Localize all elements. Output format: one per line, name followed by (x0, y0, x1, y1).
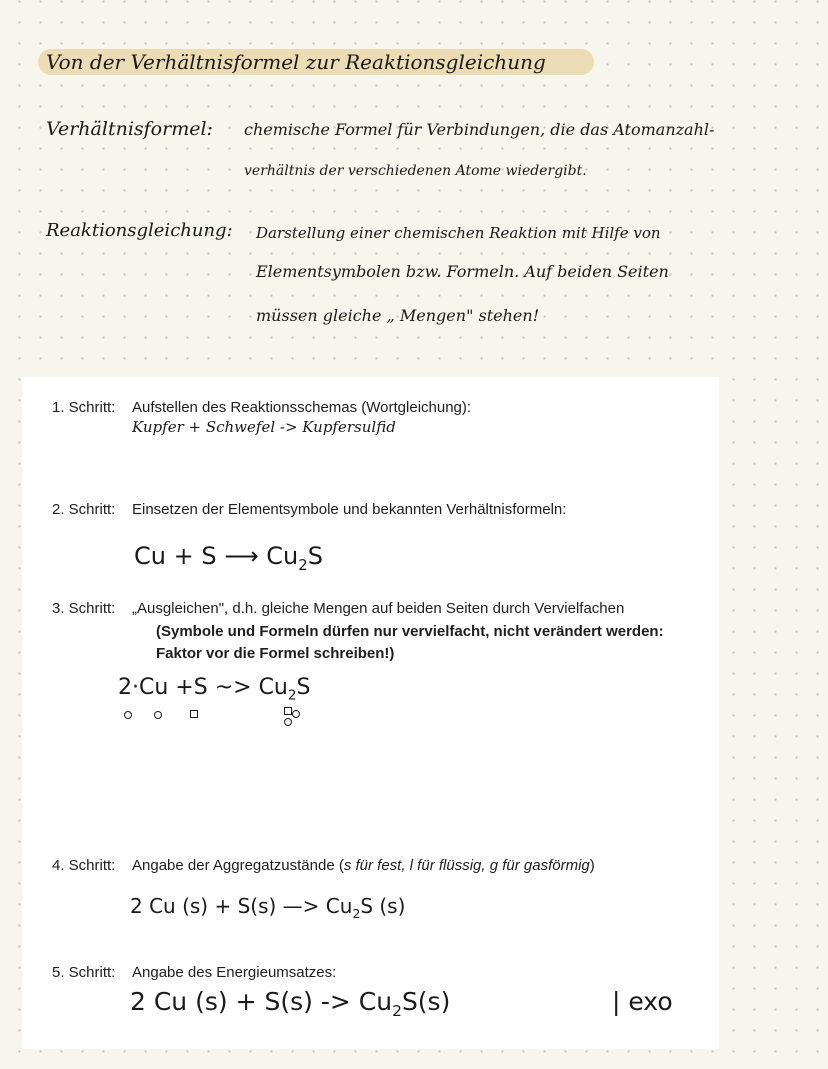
step-text-end: ) (589, 857, 595, 874)
step-5 (52, 964, 336, 981)
definition-text-line: Elementsymbolen bzw. Formeln. Auf beiden Seiten (256, 262, 669, 281)
atom-circle-mark (124, 711, 132, 719)
steps-card (22, 377, 719, 1049)
equation-arrow: ~> (214, 675, 252, 700)
step-label: 1. Schritt: (52, 399, 116, 416)
equation-left: 2 Cu (s) + S(s) (130, 894, 277, 918)
step-1 (52, 399, 471, 416)
equation-tail: S (s) (360, 894, 406, 918)
equation-arrow: -> (320, 987, 351, 1016)
equation-arrow: —> (282, 894, 320, 918)
symbol-equation (134, 542, 323, 574)
step-text-italic: s für fest, l für flüssig, g für gasförmig (343, 857, 590, 874)
energy-equation (130, 987, 450, 1020)
step-label: 4. Schritt: (52, 857, 116, 874)
equation-product: Cu (325, 894, 353, 918)
state-equation (130, 894, 405, 921)
equation-subscript: 2 (392, 1002, 402, 1020)
step-text: Angabe des Energieumsatzes: (132, 964, 337, 981)
equation-subscript: 2 (352, 906, 361, 921)
atom-circle-mark (292, 710, 300, 718)
step-text: „Ausgleichen", d.h. gleiche Mengen auf beiden Seiten durch Vervielfachen (132, 600, 625, 617)
step-label: 3. Schritt: (52, 600, 116, 617)
balanced-equation (118, 675, 311, 703)
atom-circle-mark (284, 718, 292, 726)
equation-tail: S(s) (401, 987, 451, 1016)
atom-circle-mark (154, 711, 162, 719)
equation-tail: S (307, 542, 323, 570)
step-label: 2. Schritt: (52, 501, 116, 518)
equation-product: Cu (358, 987, 393, 1016)
definition-text-line: verhältnis der verschiedenen Atome wiedergibt. (244, 163, 587, 179)
step-note: Faktor vor die Formel schreiben!) (156, 645, 395, 662)
equation-left: 2·Cu +S (118, 675, 208, 700)
step-4 (52, 857, 595, 874)
equation-subscript: 2 (287, 687, 297, 704)
step-3 (52, 600, 624, 617)
step-text: Einsetzen der Elementsymbole und bekannten Verhältnisformeln: (132, 501, 567, 518)
equation-subscript: 2 (298, 555, 308, 574)
page-title: Von der Verhältnisformel zur Reaktionsgleichung (46, 50, 546, 74)
definition-text-line: Darstellung einer chemischen Reaktion mit Hilfe von (256, 224, 661, 242)
word-equation: Kupfer + Schwefel -> Kupfersulfid (132, 418, 396, 436)
equation-product: Cu (266, 542, 299, 570)
step-2 (52, 501, 566, 518)
step-note: (Symbole und Formeln dürfen nur vervielfacht, nicht verändert werden: (156, 623, 664, 640)
equation-left: Cu + S (134, 542, 217, 570)
step-label: 5. Schritt: (52, 964, 116, 981)
step-text: Aufstellen des Reaktionsschemas (Wortgleichung): (132, 399, 472, 416)
atom-square-mark (284, 707, 292, 715)
equation-left: 2 Cu (s) + S(s) (130, 987, 313, 1016)
definition-term-verhaeltnisformel: Verhältnisformel: (46, 118, 213, 140)
step-text: Angabe der Aggregatzustände ( (132, 857, 344, 874)
equation-tail: S (296, 675, 311, 700)
equation-arrow: ⟶ (224, 542, 259, 570)
definition-text-line: müssen gleiche „ Mengen" stehen! (256, 306, 540, 325)
definition-term-reaktionsgleichung: Reaktionsgleichung: (46, 220, 233, 241)
definition-text-line: chemische Formel für Verbindungen, die das Atomanzahl- (244, 120, 715, 139)
equation-product: Cu (258, 675, 288, 700)
atom-square-mark (190, 710, 198, 718)
energy-label: | exo (612, 987, 673, 1016)
